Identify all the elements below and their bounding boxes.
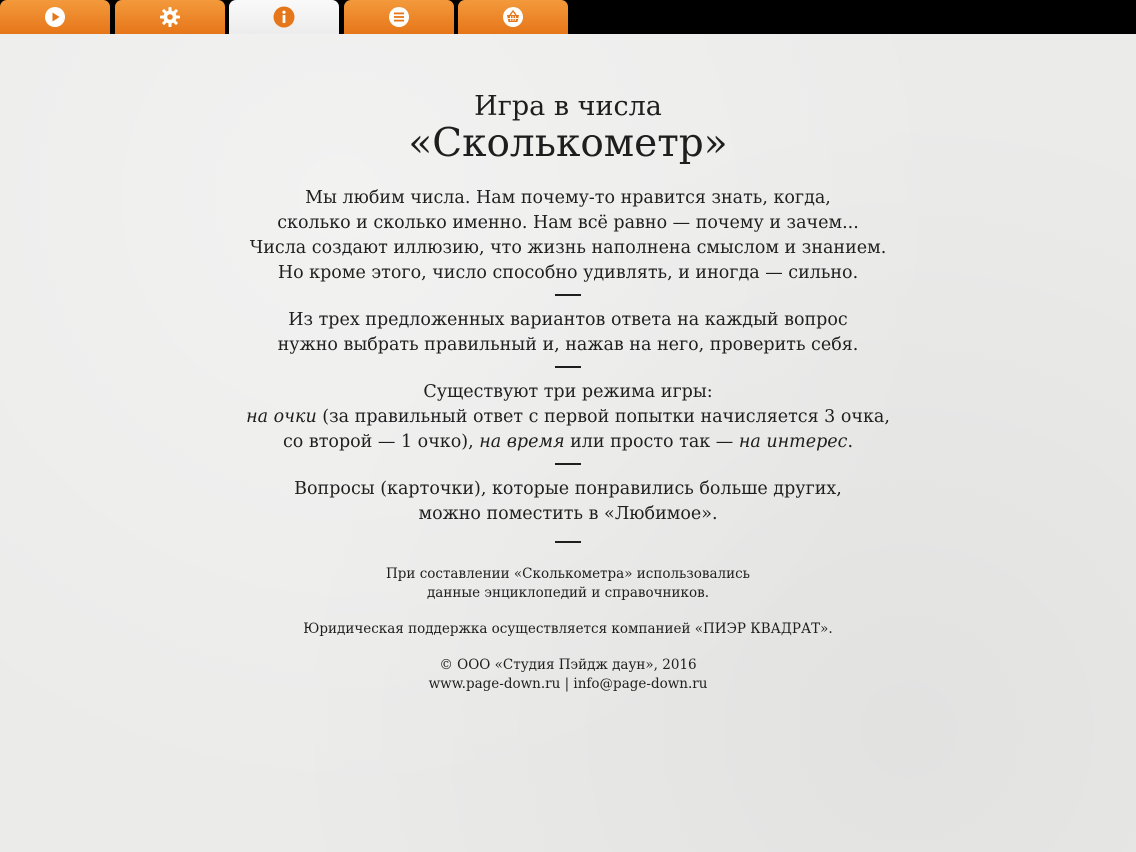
tab-settings[interactable] [115, 0, 225, 34]
or-text: или просто так — [564, 432, 739, 452]
sources-line-1: При составлении «Сколькометра» использовались [386, 566, 750, 582]
intro-line-3: Числа создают иллюзию, что жизнь наполнена смыслом и знанием. [249, 238, 887, 258]
tab-list[interactable] [344, 0, 454, 34]
list-icon [388, 6, 410, 28]
mode-interest: на интерес [738, 432, 848, 452]
intro-line-1: Мы любим числа. Нам почему-то нравится знать, когда, [305, 188, 831, 208]
intro-line-2: сколько и сколько именно. Нам всё равно — почему и зачем... [277, 213, 859, 233]
points-description: (за правильный ответ с первой попытки начисляется 3 очка, [316, 407, 890, 427]
divider [555, 463, 581, 465]
page-subtitle: Игра в числа [474, 91, 662, 122]
divider [555, 541, 581, 543]
mode-points: на очки [246, 407, 317, 427]
points-description-2: со второй — 1 очко), [282, 432, 480, 452]
mode-time: на время [479, 432, 565, 452]
page-title: «Сколькометр» [408, 121, 728, 166]
modes-heading: Существуют три режима игры: [423, 382, 713, 402]
info-page [0, 34, 1136, 852]
intro-line-4: Но кроме этого, число способно удивлять, и иногда — сильно. [277, 263, 859, 283]
favorites-line-1: Вопросы (карточки), которые понравились больше других, [294, 479, 842, 499]
info-icon [273, 6, 295, 28]
play-icon [44, 6, 66, 28]
divider [555, 366, 581, 368]
modes-line-2 [0, 430, 1136, 455]
copyright: © ООО «Студия Пэйдж даун», 2016 [439, 657, 697, 673]
basket-icon [502, 6, 524, 28]
sources-line-2: данные энциклопедий и справочников. [427, 585, 709, 601]
tab-bar [0, 0, 1136, 34]
rules-line-2: нужно выбрать правильный и, нажав на него, проверить себя. [277, 335, 859, 355]
modes-line-1 [0, 405, 1136, 430]
tab-play[interactable] [0, 0, 110, 34]
tab-info[interactable] [229, 0, 339, 34]
gear-icon [159, 6, 181, 28]
rules-line-1: Из трех предложенных вариантов ответа на каждый вопрос [288, 310, 848, 330]
tab-basket[interactable] [458, 0, 568, 34]
favorites-line-2: можно поместить в «Любимое». [418, 504, 718, 524]
divider [555, 294, 581, 296]
info-content [0, 92, 1136, 694]
contacts: www.page-down.ru | info@page-down.ru [428, 676, 708, 692]
legal-support: Юридическая поддержка осуществляется компанией «ПИЭР КВАДРАТ». [303, 621, 833, 637]
modes-end: . [847, 432, 854, 452]
